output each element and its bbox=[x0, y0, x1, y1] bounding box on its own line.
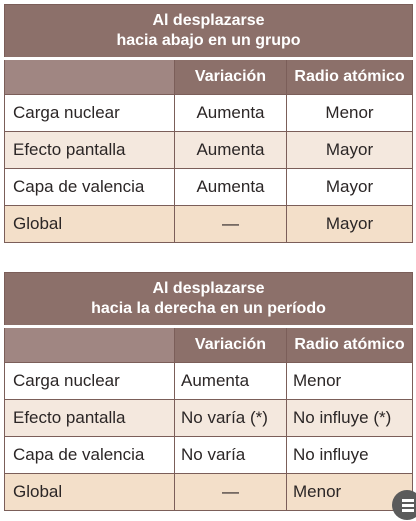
cell-radio: Menor bbox=[287, 363, 413, 400]
cell-variacion: No varía (*) bbox=[175, 400, 287, 437]
row-label: Capa de valencia bbox=[5, 437, 175, 474]
cell-variacion: No varía bbox=[175, 437, 287, 474]
cell-radio: Mayor bbox=[287, 132, 413, 169]
row-label: Efecto pantalla bbox=[5, 132, 175, 169]
table-row-global bbox=[5, 474, 413, 511]
header-blank-cell bbox=[5, 327, 175, 363]
row-label: Global bbox=[5, 474, 175, 511]
column-header-variacion: Variación bbox=[175, 59, 287, 95]
cell-variacion: — bbox=[175, 206, 287, 243]
table-group-down bbox=[4, 4, 413, 243]
header-blank-cell bbox=[5, 59, 175, 95]
table-title-line1: Al desplazarse bbox=[152, 280, 265, 297]
table-title-line2: hacia abajo en un grupo bbox=[116, 32, 301, 49]
table-row bbox=[5, 132, 413, 169]
cell-radio: No influye (*) bbox=[287, 400, 413, 437]
cell-variacion: Aumenta bbox=[175, 363, 287, 400]
table-title-line1: Al desplazarse bbox=[152, 12, 265, 29]
cell-radio: Menor bbox=[287, 474, 413, 511]
row-label: Global bbox=[5, 206, 175, 243]
table-row bbox=[5, 363, 413, 400]
column-header-radio: Radio atómico bbox=[287, 59, 413, 95]
table-title bbox=[5, 273, 413, 327]
table-row bbox=[5, 437, 413, 474]
row-label: Carga nuclear bbox=[5, 95, 175, 132]
table-row bbox=[5, 169, 413, 206]
cell-radio: Mayor bbox=[287, 169, 413, 206]
column-header-variacion: Variación bbox=[175, 327, 287, 363]
table-row bbox=[5, 95, 413, 132]
row-label: Capa de valencia bbox=[5, 169, 175, 206]
table-row bbox=[5, 400, 413, 437]
table-period-right bbox=[4, 272, 413, 511]
row-label: Carga nuclear bbox=[5, 363, 175, 400]
cell-radio: Mayor bbox=[287, 206, 413, 243]
cell-variacion: Aumenta bbox=[175, 169, 287, 206]
cell-radio: No influye bbox=[287, 437, 413, 474]
table-row-global bbox=[5, 206, 413, 243]
cell-variacion: Aumenta bbox=[175, 132, 287, 169]
column-header-radio: Radio atómico bbox=[287, 327, 413, 363]
table-title-line2: hacia la derecha en un período bbox=[91, 300, 326, 317]
table-title bbox=[5, 5, 413, 59]
cell-variacion: — bbox=[175, 474, 287, 511]
menu-icon[interactable] bbox=[392, 490, 416, 520]
row-label: Efecto pantalla bbox=[5, 400, 175, 437]
cell-radio: Menor bbox=[287, 95, 413, 132]
cell-variacion: Aumenta bbox=[175, 95, 287, 132]
